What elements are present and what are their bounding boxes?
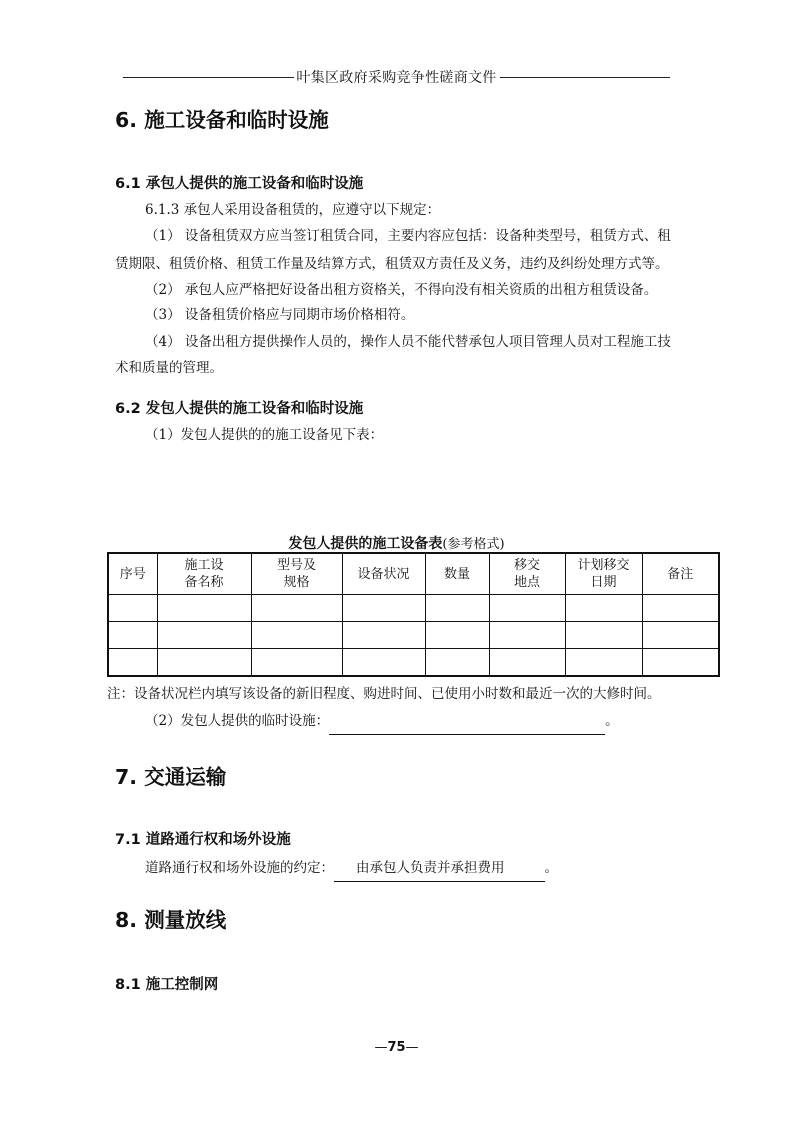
table-cell: [425, 649, 489, 677]
clause-6-2-item-1: （1）发包人提供的的施工设备见下表：: [145, 427, 384, 443]
table-row: [108, 622, 719, 649]
section-8-heading: 8. 测量放线: [115, 908, 227, 932]
table-cell: [108, 595, 157, 622]
equipment-table: [107, 552, 720, 677]
clause-7-1: [145, 855, 558, 882]
clause-6-1-3: 6.1.3 承包人采用设备租赁的，应遵守以下规定：: [145, 202, 441, 218]
table-cell: [108, 649, 157, 677]
clause-item-4-line-1: （4） 设备出租方提供操作人员的，操作人员不能代替承包人项目管理人员对工程施工技: [145, 334, 671, 350]
page-number: 75: [387, 1040, 406, 1055]
clause-item-3: （3） 设备租赁价格应与同期市场价格相符。: [145, 307, 415, 323]
table-cell: [642, 649, 719, 677]
column-header-handover-location: 移交 地点: [489, 553, 565, 595]
table-cell: [642, 622, 719, 649]
table-cell: [342, 595, 425, 622]
section-6-2-heading: 6.2 发包人提供的施工设备和临时设施: [115, 401, 364, 417]
clause-6-2-item-2: [145, 708, 619, 735]
page-number-prefix: —: [374, 1040, 388, 1055]
table-cell: [489, 595, 565, 622]
table-header-row: [108, 553, 719, 595]
table-cell: [489, 649, 565, 677]
clause-item-1-line-1: （1） 设备租赁双方应当签订租赁合同，主要内容应包括：设备种类型号，租赁方式、租: [145, 228, 671, 244]
table-cell: [108, 622, 157, 649]
road-access-value: 由承包人负责并承担费用: [356, 860, 505, 876]
temporary-facilities-end: 。: [605, 713, 619, 729]
table-cell: [251, 649, 342, 677]
section-7-heading: 7. 交通运输: [115, 765, 227, 789]
table-cell: [157, 622, 251, 649]
equipment-table-title-note: (参考格式): [442, 537, 505, 552]
table-cell: [565, 595, 642, 622]
table-cell: [425, 595, 489, 622]
table-cell: [342, 649, 425, 677]
section-7-1-heading: 7.1 道路通行权和场外设施: [115, 832, 291, 848]
page-footer: [0, 1040, 793, 1055]
table-cell: [342, 622, 425, 649]
table-row: [108, 595, 719, 622]
clause-item-1-line-2: 赁期限、租赁价格、租赁工作量及结算方式，租赁双方责任及义务，违约及纠纷处理方式等。: [115, 256, 669, 272]
clause-item-4-line-2: 术和质量的管理。: [115, 360, 223, 376]
table-cell: [642, 595, 719, 622]
temporary-facilities-blank: [329, 708, 605, 735]
table-row: [108, 649, 719, 677]
table-note: 注：设备状况栏内填写该设备的新旧程度、购进时间、已使用小时数和最近一次的大修时间。: [107, 686, 661, 702]
column-header-equipment-name: 施工设 备名称: [157, 553, 251, 595]
page-number-suffix: —: [405, 1040, 419, 1055]
equipment-table-title-text: 发包人提供的施工设备表: [288, 536, 443, 552]
table-cell: [157, 649, 251, 677]
road-access-label: 道路通行权和场外设施的约定：: [145, 860, 334, 876]
road-access-end: 。: [544, 860, 558, 876]
table-cell: [425, 622, 489, 649]
table-cell: [565, 622, 642, 649]
equipment-table-title: [0, 533, 793, 553]
table-cell: [251, 595, 342, 622]
table-cell: [157, 595, 251, 622]
header-title: 叶集区政府采购竞争性磋商文件: [296, 70, 497, 86]
road-access-value-field: [334, 855, 545, 882]
column-header-model-spec: 型号及 规格: [251, 553, 342, 595]
table-cell: [251, 622, 342, 649]
table-cell: [565, 649, 642, 677]
section-6-heading: 6. 施工设备和临时设施: [115, 108, 329, 132]
table-cell: [489, 622, 565, 649]
column-header-remarks: 备注: [642, 553, 719, 595]
column-header-serial: 序号: [108, 553, 157, 595]
section-8-1-heading: 8.1 施工控制网: [115, 977, 219, 993]
column-header-quantity: 数量: [425, 553, 489, 595]
column-header-condition: 设备状况: [342, 553, 425, 595]
section-6-1-heading: 6.1 承包人提供的施工设备和临时设施: [115, 176, 364, 192]
clause-item-2: （2） 承包人应严格把好设备出租方资格关，不得向没有相关资质的出租方租赁设备。: [145, 282, 658, 298]
column-header-handover-date: 计划移交 日期: [565, 553, 642, 595]
temporary-facilities-label: （2）发包人提供的临时设施：: [145, 713, 330, 729]
running-header: [0, 67, 793, 87]
